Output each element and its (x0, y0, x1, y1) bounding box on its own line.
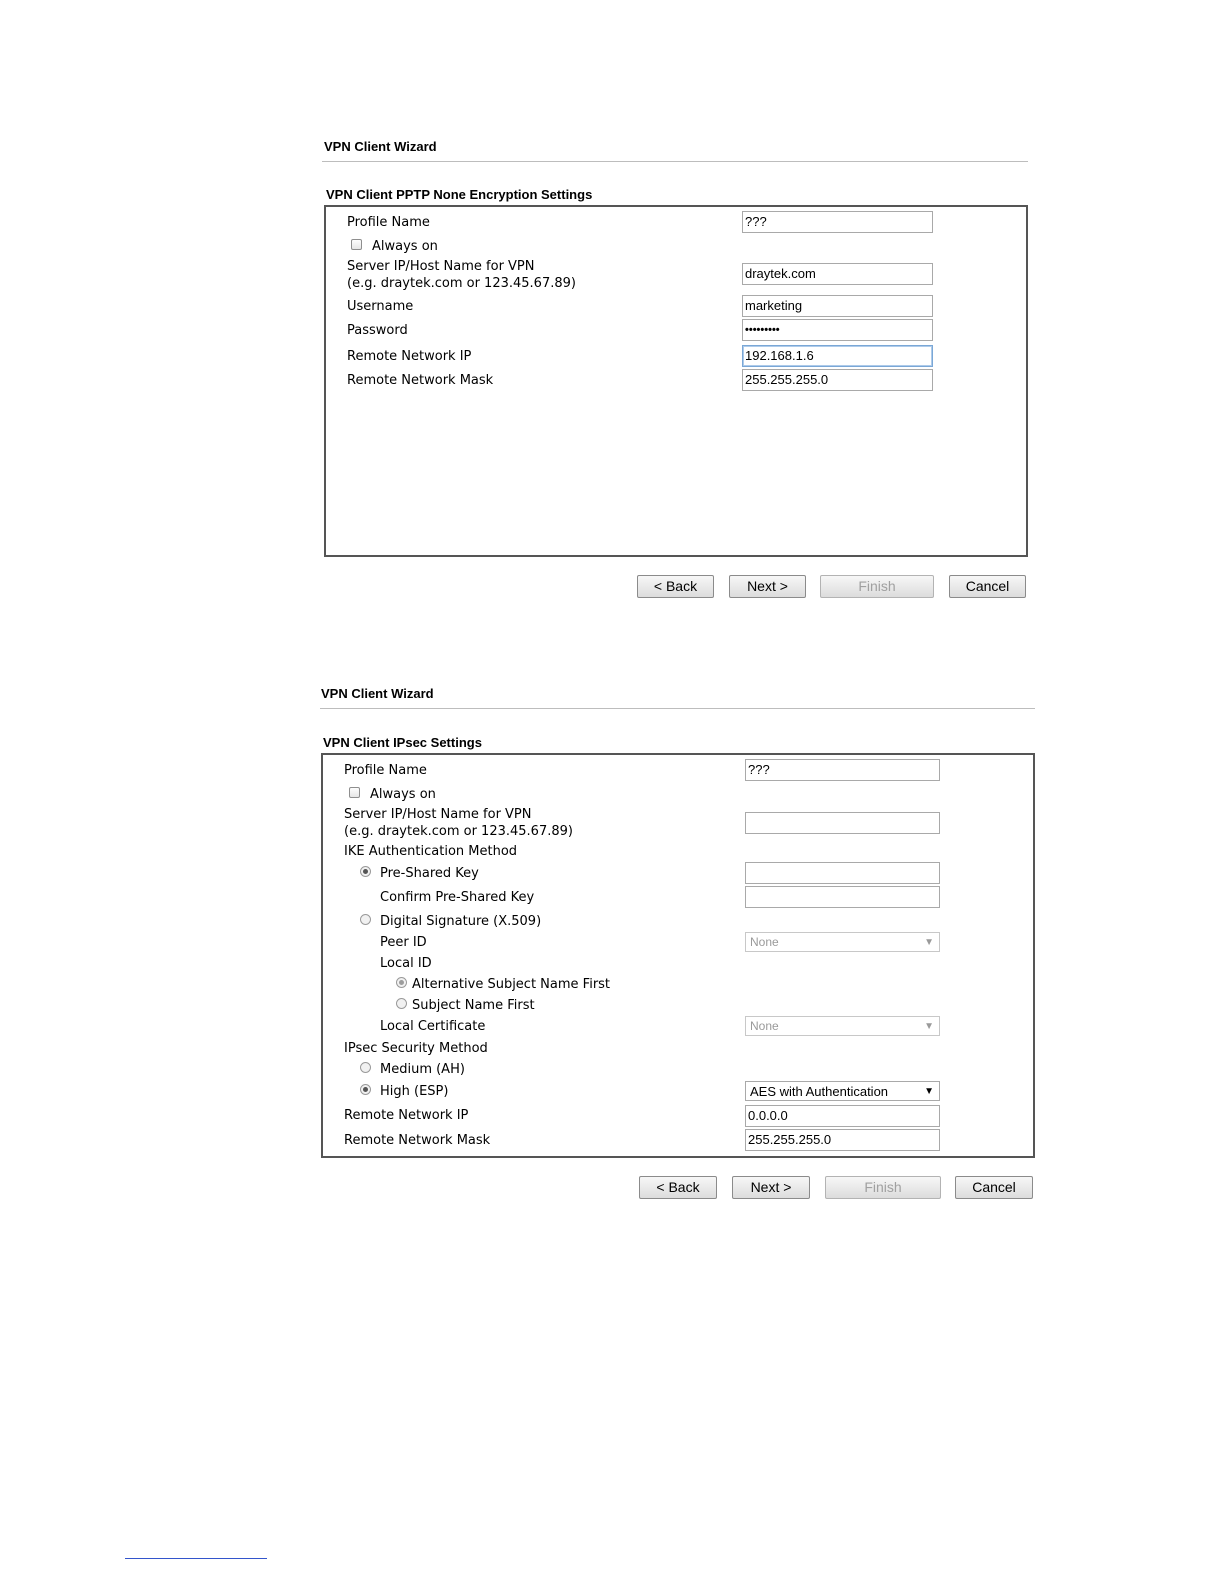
pptp-remote-ip-input[interactable]: 192.168.1.6 (742, 345, 933, 367)
ipsec-cancel-button[interactable]: Cancel (955, 1176, 1033, 1199)
ipsec-medium-radio[interactable] (360, 1062, 371, 1073)
ipsec-alt-subject-radio[interactable] (396, 977, 407, 988)
pptp-server-example-label: (e.g. draytek.com or 123.45.67.89) (347, 276, 576, 291)
pptp-back-button[interactable]: < Back (637, 575, 714, 598)
ipsec-remote-mask-label: Remote Network Mask (344, 1133, 491, 1148)
pptp-username-input[interactable]: marketing (742, 295, 933, 317)
ipsec-back-button[interactable]: < Back (639, 1176, 717, 1199)
pptp-cancel-button[interactable]: Cancel (949, 575, 1026, 598)
pptp-always-on-label: Always on (372, 239, 438, 254)
ipsec-high-encryption-value: AES with Authentication (750, 1084, 889, 1099)
ipsec-peer-id-select[interactable] (745, 932, 940, 952)
pptp-username-label: Username (347, 299, 414, 314)
pptp-remote-mask-label: Remote Network Mask (347, 373, 494, 388)
pptp-title-divider (322, 161, 1028, 162)
ipsec-psk-label: Pre-Shared Key (380, 866, 479, 881)
pptp-remote-mask-input[interactable]: 255.255.255.0 (742, 369, 933, 391)
ipsec-ike-label: IKE Authentication Method (344, 844, 518, 859)
ipsec-remote-ip-input[interactable]: 0.0.0.0 (745, 1105, 940, 1127)
ipsec-high-radio[interactable] (360, 1084, 371, 1095)
ipsec-digital-signature-radio[interactable] (360, 914, 371, 925)
ipsec-peer-id-value: None (750, 935, 779, 949)
pptp-profile-name-input[interactable]: ??? (742, 211, 933, 233)
ipsec-psk-confirm-input[interactable] (745, 886, 940, 908)
pptp-next-button[interactable]: Next > (729, 575, 806, 598)
ipsec-local-cert-select[interactable] (745, 1016, 940, 1036)
ipsec-digital-signature-label: Digital Signature (X.509) (380, 914, 542, 929)
ipsec-server-example-label: (e.g. draytek.com or 123.45.67.89) (344, 824, 573, 839)
ipsec-psk-input[interactable] (745, 862, 940, 884)
ipsec-remote-ip-label: Remote Network IP (344, 1108, 469, 1123)
ipsec-subject-radio[interactable] (396, 998, 407, 1009)
pptp-server-input[interactable]: draytek.com (742, 263, 933, 285)
ipsec-always-on-label: Always on (370, 787, 436, 802)
ipsec-next-button[interactable]: Next > (732, 1176, 810, 1199)
ipsec-security-method-label: IPsec Security Method (344, 1041, 488, 1056)
ipsec-local-cert-label: Local Certificate (380, 1019, 486, 1034)
ipsec-remote-mask-input[interactable]: 255.255.255.0 (745, 1129, 940, 1151)
ipsec-psk-radio[interactable] (360, 866, 371, 877)
ipsec-profile-name-input[interactable]: ??? (745, 759, 940, 781)
pptp-section-title: VPN Client PPTP None Encryption Settings (326, 187, 593, 202)
ipsec-local-cert-value: None (750, 1019, 779, 1033)
ipsec-section-title: VPN Client IPsec Settings (323, 735, 482, 750)
chevron-down-icon: ▼ (924, 1021, 934, 1032)
chevron-down-icon: ▼ (924, 1086, 934, 1097)
ipsec-local-id-label: Local ID (380, 956, 432, 971)
ipsec-alt-subject-label: Alternative Subject Name First (412, 977, 611, 992)
pptp-profile-name-label: Profile Name (347, 215, 430, 230)
ipsec-server-label: Server IP/Host Name for VPN (344, 807, 532, 822)
footnote-separator (125, 1558, 267, 1559)
ipsec-profile-name-label: Profile Name (344, 763, 427, 778)
pptp-password-input[interactable]: ••••••••• (742, 319, 933, 341)
pptp-always-on-checkbox[interactable] (351, 239, 362, 250)
chevron-down-icon: ▼ (924, 937, 934, 948)
ipsec-medium-label: Medium (AH) (380, 1062, 465, 1077)
ipsec-psk-confirm-label: Confirm Pre-Shared Key (380, 890, 535, 905)
pptp-finish-button[interactable]: Finish (820, 575, 934, 598)
ipsec-high-label: High (ESP) (380, 1084, 449, 1099)
ipsec-title-divider (320, 708, 1035, 709)
pptp-password-label: Password (347, 323, 408, 338)
ipsec-wizard-title: VPN Client Wizard (321, 686, 434, 701)
ipsec-always-on-checkbox[interactable] (349, 787, 360, 798)
ipsec-peer-id-label: Peer ID (380, 935, 427, 950)
ipsec-server-input[interactable] (745, 812, 940, 834)
ipsec-high-encryption-select[interactable] (745, 1081, 940, 1101)
pptp-wizard-title: VPN Client Wizard (324, 139, 437, 154)
pptp-remote-ip-label: Remote Network IP (347, 349, 472, 364)
ipsec-finish-button[interactable]: Finish (825, 1176, 941, 1199)
ipsec-subject-label: Subject Name First (412, 998, 535, 1013)
pptp-server-label: Server IP/Host Name for VPN (347, 259, 535, 274)
